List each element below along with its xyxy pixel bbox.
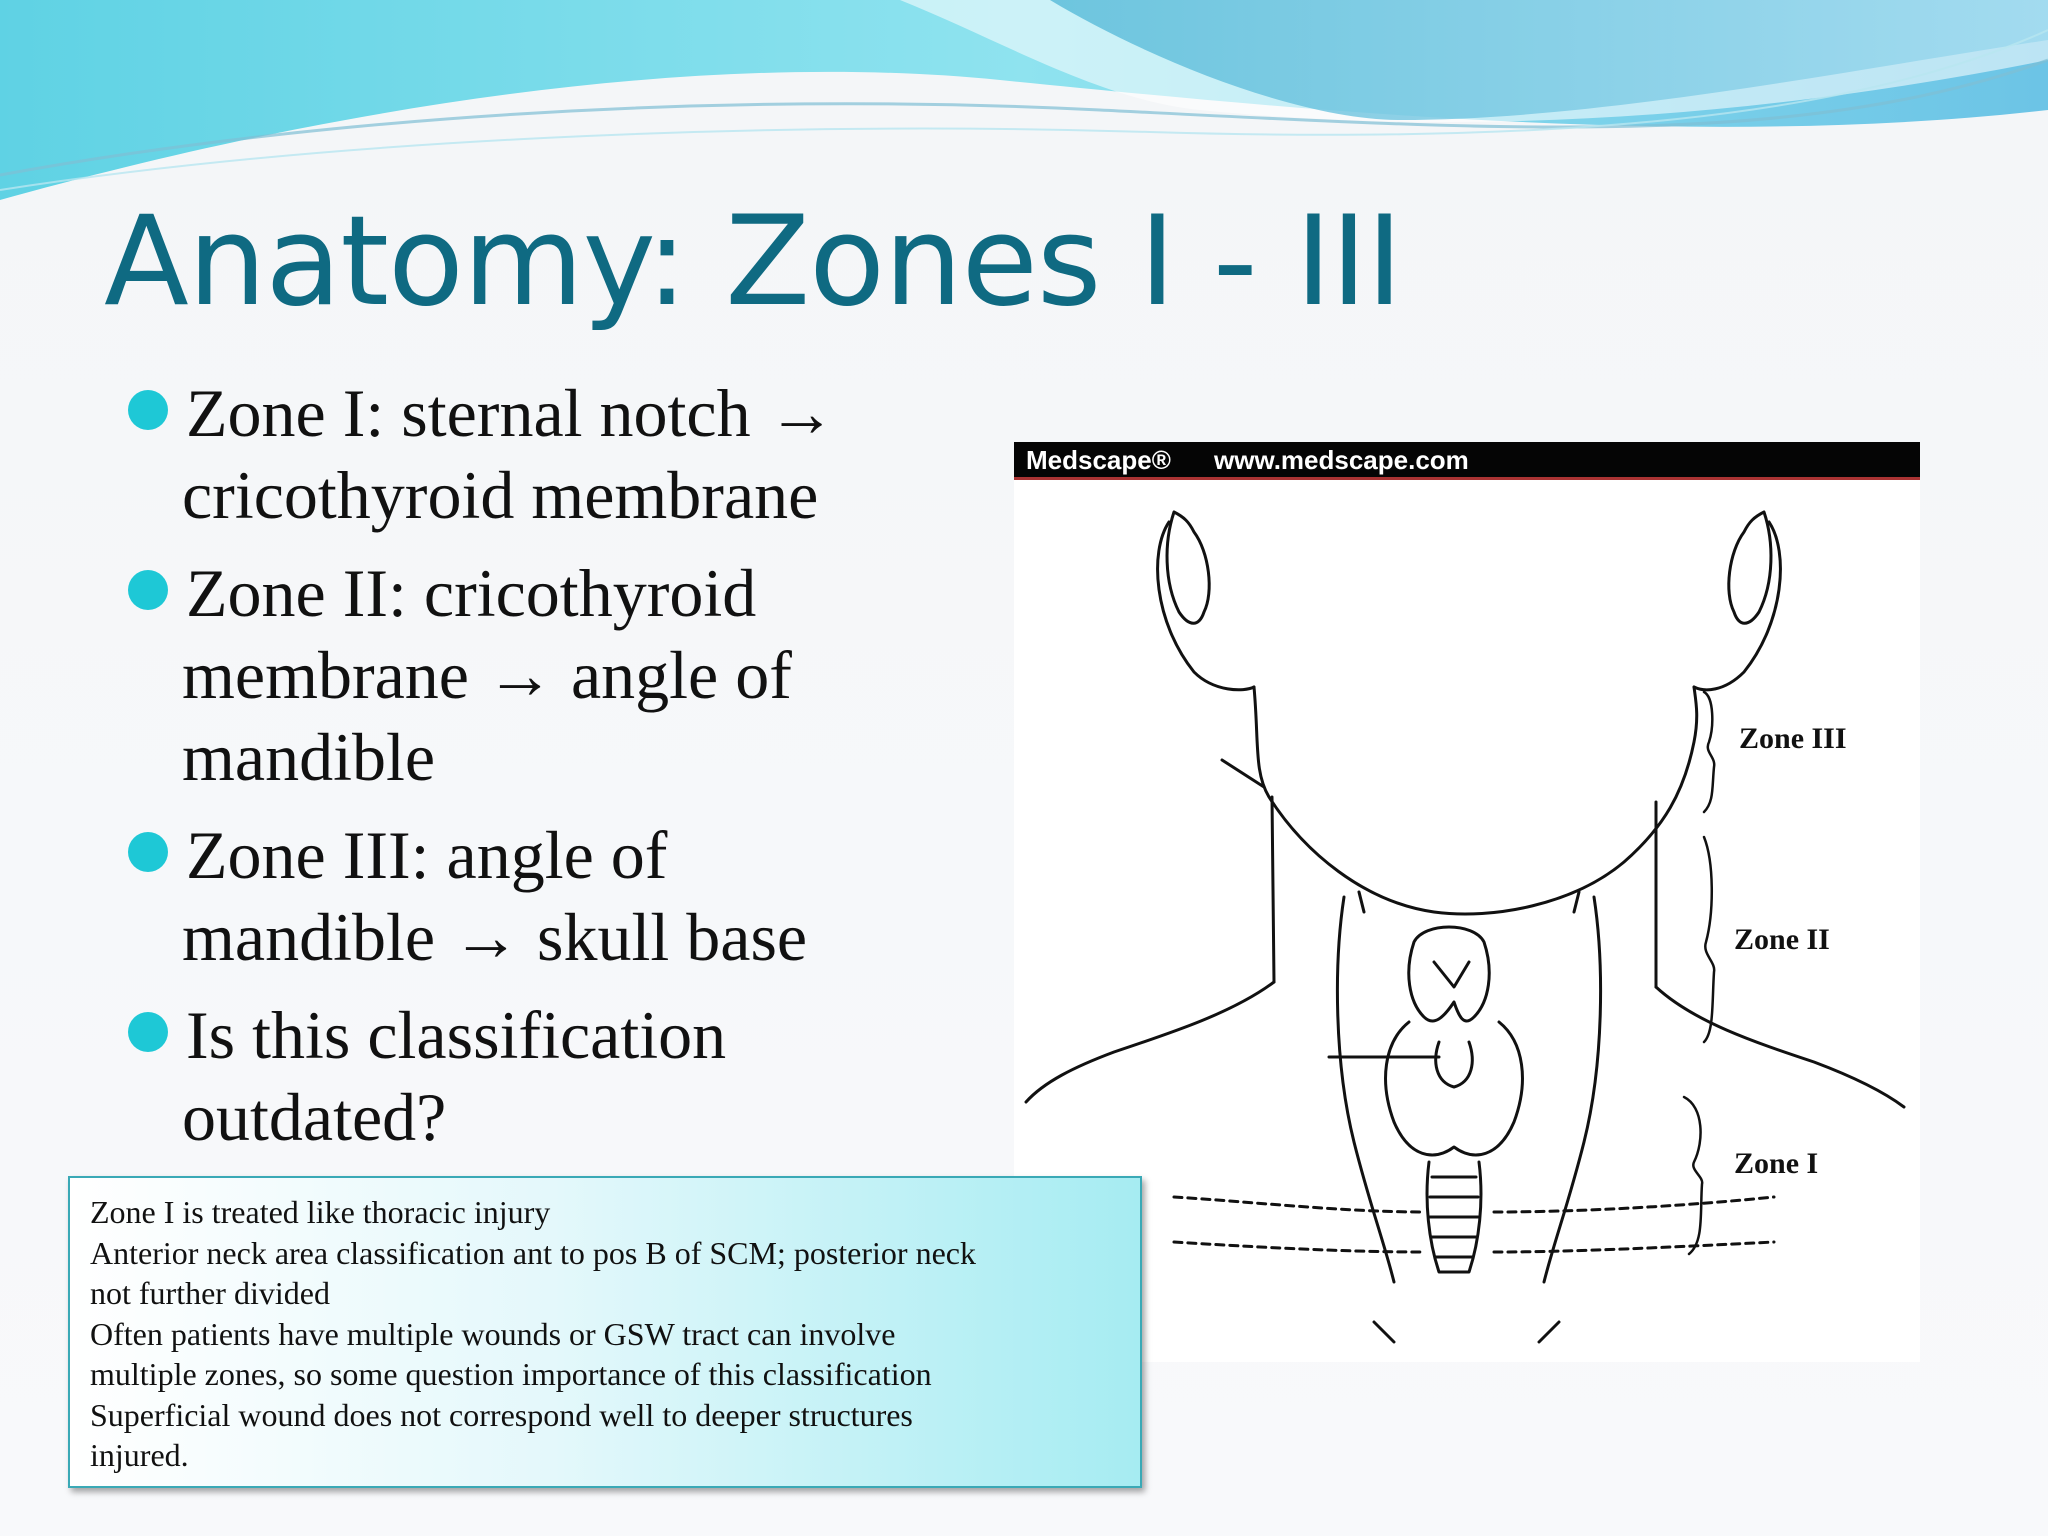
bullet-item — [128, 552, 948, 798]
bullet-text-line: mandible → skull base — [182, 899, 808, 975]
bullet-dot-icon — [128, 570, 168, 610]
bullet-dot-icon — [128, 390, 168, 430]
bullet-item — [128, 372, 948, 536]
speaker-notes-box — [68, 1176, 1142, 1488]
slide-title: Anatomy: Zones I - III — [104, 190, 1402, 334]
zone-2-label: Zone II — [1734, 923, 1830, 956]
figure-url-label: www.medscape.com — [1214, 445, 1469, 475]
neck-anatomy-drawing — [1014, 442, 1920, 1362]
bullet-text-line: cricothyroid membrane — [182, 457, 819, 533]
zone-3-label: Zone III — [1739, 722, 1847, 755]
bullet-text-line: membrane → angle of — [182, 637, 792, 713]
bullet-list — [128, 372, 948, 1174]
note-line: multiple zones, so some question importance of this classification — [90, 1356, 932, 1392]
bullet-text-line: outdated? — [182, 1079, 447, 1155]
bullet-dot-icon — [128, 832, 168, 872]
note-line: Often patients have multiple wounds or GSW tract can involve — [90, 1315, 896, 1352]
bullet-item — [128, 814, 948, 978]
neck-zones-figure — [1014, 442, 1920, 1362]
note-line: Zone I is treated like thoracic injury — [90, 1194, 551, 1230]
note-line: Anterior neck area classification ant to pos B of SCM; posterior neck — [90, 1234, 976, 1271]
bullet-text-line: Zone III: angle of — [186, 817, 668, 893]
bullet-text-line: mandible — [182, 719, 436, 795]
bullet-text-line: Zone I: sternal notch → — [186, 375, 836, 451]
figure-brand-label: Medscape® — [1026, 445, 1171, 475]
note-line: Superficial wound does not correspond well to deeper structures — [90, 1396, 913, 1433]
bullet-text-line: Zone II: cricothyroid — [186, 555, 757, 631]
note-line: injured. — [90, 1437, 189, 1473]
bullet-dot-icon — [128, 1012, 168, 1052]
bullet-text-line: Is this classification — [186, 997, 727, 1073]
bullet-item — [128, 994, 948, 1158]
note-line: not further divided — [90, 1275, 330, 1311]
zone-1-label: Zone I — [1734, 1147, 1819, 1180]
